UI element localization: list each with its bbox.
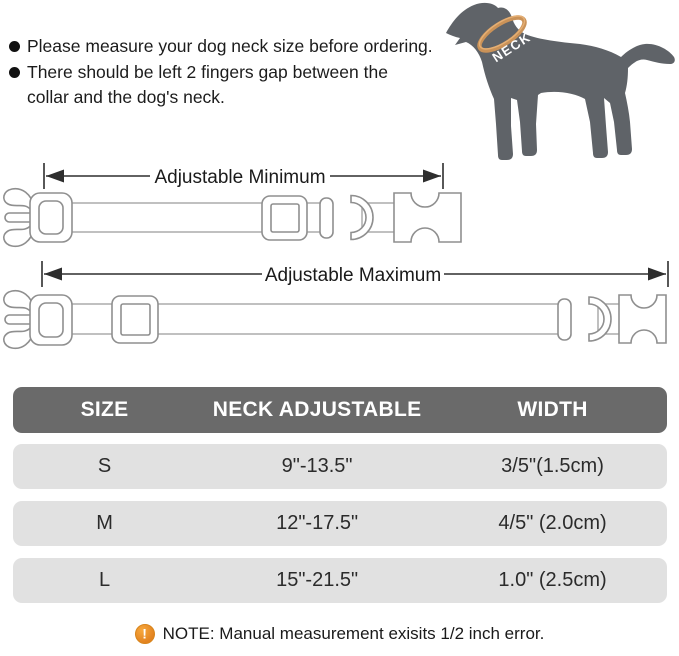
cell-width: 1.0" (2.5cm): [498, 569, 607, 591]
dog-neck-illustration: [428, 0, 679, 168]
adjustable-minimum-diagram: [0, 160, 679, 262]
cell-width: 4/5" (2.0cm): [498, 512, 607, 534]
buckle-female: [619, 295, 666, 343]
instruction-line: [9, 85, 479, 111]
adjustable-maximum-diagram: [0, 258, 679, 370]
triglide-slider: [262, 196, 307, 240]
exclamation-icon: !: [135, 624, 155, 644]
cell-size: M: [96, 512, 113, 534]
column-header-size: SIZE: [80, 398, 129, 421]
size-table-header: [13, 387, 667, 433]
table-row-m: [13, 501, 667, 546]
left-arrowhead-icon: [44, 268, 62, 281]
instruction-text: There should be left 2 fingers gap between the: [27, 61, 388, 82]
table-row-s: [13, 444, 667, 489]
left-arrowhead-icon: [46, 170, 64, 183]
instruction-text: collar and the dog's neck.: [27, 87, 225, 107]
neck-label: NECK: [489, 29, 534, 66]
adjustable-maximum-label: Adjustable Maximum: [264, 265, 442, 286]
cell-width: 3/5"(1.5cm): [501, 455, 604, 477]
dog-silhouette: [446, 3, 675, 160]
cell-neck-adjustable: 15"-21.5": [276, 569, 359, 591]
column-header-neck-adjustable: NECK ADJUSTABLE: [212, 398, 422, 421]
note-text: NOTE: Manual measurement exisits 1/2 inch error.: [162, 624, 545, 643]
right-arrowhead-icon: [423, 170, 441, 183]
table-row-l: [13, 558, 667, 603]
triglide-slider: [112, 296, 158, 343]
column-header-width: WIDTH: [517, 398, 588, 421]
bullet-icon: [9, 67, 20, 78]
strap-keeper: [558, 299, 571, 340]
instruction-line: [9, 34, 479, 60]
strap-keeper: [320, 198, 333, 238]
buckle-female: [394, 193, 461, 242]
bullet-icon: [9, 41, 20, 52]
adjustable-minimum-label: Adjustable Minimum: [154, 167, 326, 188]
right-arrowhead-icon: [648, 268, 666, 281]
cell-neck-adjustable: 9"-13.5": [281, 455, 353, 477]
measuring-instructions: [9, 34, 479, 111]
cell-size: S: [97, 455, 112, 477]
instruction-line: [9, 60, 479, 86]
cell-size: L: [98, 569, 111, 591]
measurement-note: [0, 624, 679, 644]
cell-neck-adjustable: 12"-17.5": [276, 512, 359, 534]
size-table: [13, 387, 667, 603]
instruction-text: Please measure your dog neck size before ordering.: [27, 36, 433, 56]
